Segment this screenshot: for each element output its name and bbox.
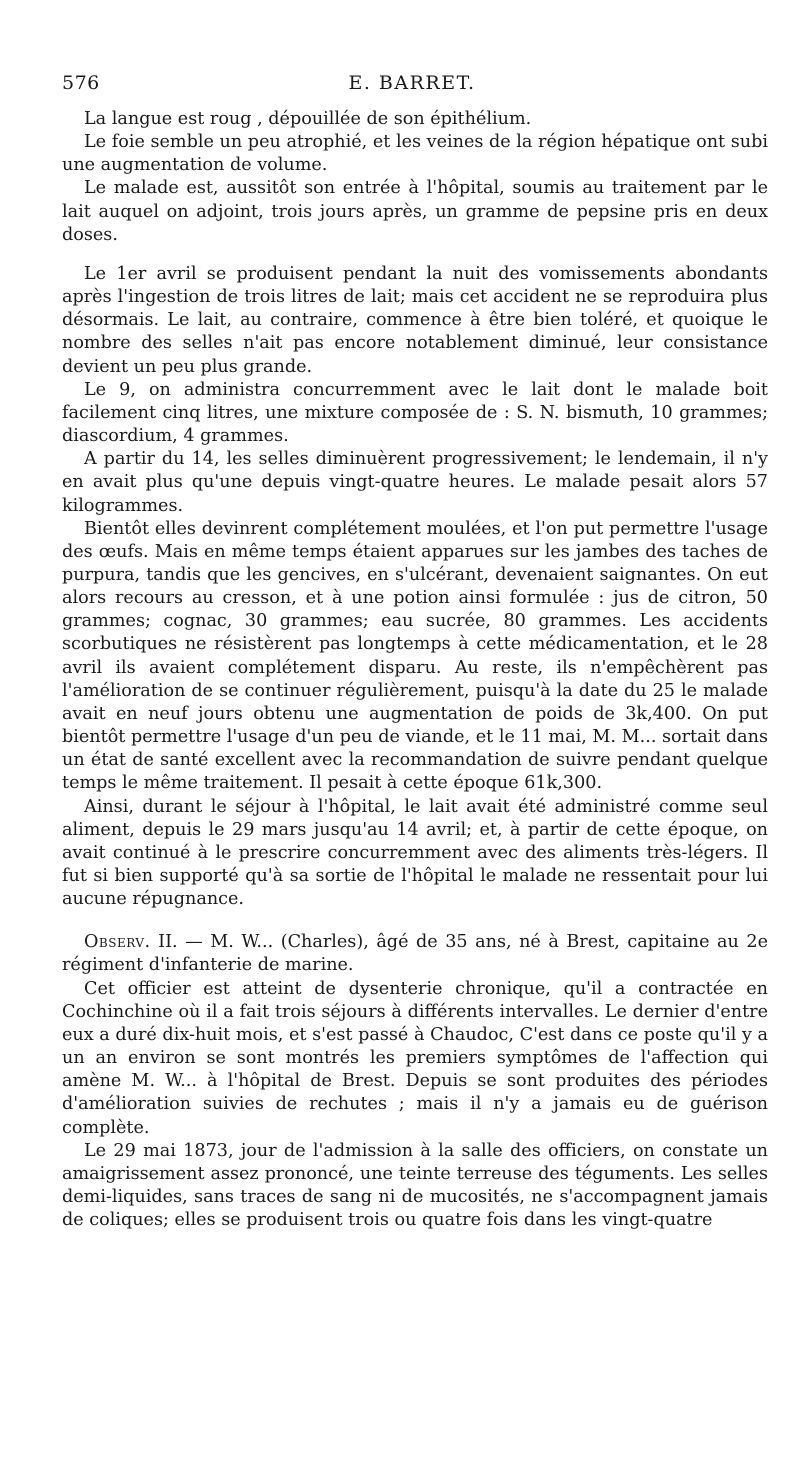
paragraph: Ainsi, durant le séjour à l'hôpital, le lait avait été administré comme seul aliment, depuis le 29 mars jusqu'au 14 avril; et, à partir de cette époque, on avait continué à le prescrire concurremment avec des aliments très-légers. Il fut si bien supporté qu'à sa sortie de l'hôpital le malade ne ressentait pour lui aucune répugnance. [62, 796, 768, 910]
paragraph: Le malade est, aussitôt son entrée à l'hôpital, soumis au traitement par le lait auquel on adjoint, trois jours après, un gramme de pepsine pris en deux doses. [62, 178, 768, 245]
paragraph: La langue est roug , dépouillée de son épithélium. [84, 109, 532, 129]
page-number: 576 [62, 72, 100, 94]
section-gap [62, 911, 768, 931]
observation-heading-text: II. — M. W... (Charles), âgé de 35 ans, né à Brest, capitaine au 2e régiment d'infanterie de marine. [62, 932, 768, 976]
paragraph: A partir du 14, les selles diminuèrent progressivement; le lendemain, il n'y en avait plus qu'une depuis vingt-quatre heures. Le malade pesait alors 57 kilogrammes. [62, 449, 768, 516]
paragraph: Bientôt elles devinrent complétement moulées, et l'on put permettre l'usage des œufs. Mais en même temps étaient apparues sur les jambes des taches de purpura, tandis que les gencives, en s'ulcérant, devenaient saignantes. On eut alors recours au cresson, et à une potion ainsi formulée : jus de citron, 50 grammes; cognac, 30 grammes; eau sucrée, 80 grammes. Les accidents scorbutiques ne résistèrent pas longtemps à cette médicamentation, et le 28 avril ils avaient complétement disparu. Au reste, ils n'empêchèrent pas l'amélioration de se continuer régulièrement, puisqu'à la date du 25 le malade avait en neuf jours obtenu une augmentation de poids de 3k,400. On put bientôt permettre l'usage d'un peu de viande, et le 11 mai, M. M... sortait dans un état de santé excellent avec la recommandation de suivre pendant quelque temps le même traitement. Il pesait à cette époque 61k,300. [62, 518, 768, 794]
paragraph: Le 29 mai 1873, jour de l'admission à la salle des officiers, on constate un amaigrissement assez prononcé, une teinte terreuse des téguments. Les selles demi-liquides, sans traces de sang ni de mucosités, ne s'accompagnent jamais de coliques; elles se produisent trois ou quatre fois dans les vingt-quatre [62, 1140, 768, 1231]
paragraph-gap [62, 247, 768, 263]
paragraph: Le 1er avril se produisent pendant la nuit des vomissements abondants après l'ingestion de trois litres de lait; mais cet accident ne se reproduira plus désormais. Le lait, au contraire, commence à être bien toléré, et quoique le nombre des selles n'ait pas encore notablement diminué, leur consistance devient un peu plus grande. [62, 263, 768, 377]
observation-label: Observ. [84, 932, 151, 953]
paragraph: Cet officier est atteint de dysenterie chronique, qu'il a contractée en Cochinchine où il a fait trois séjours à différents intervalles. Le dernier d'entre eux a duré dix-huit mois, et s'est passé à Chaudoc, C'est dans ce poste qu'il y a un an environ se sont montrés les premiers symptômes de l'affection qui amène M. W... à l'hôpital de Brest. Depuis se sont produites des périodes d'amélioration suivies de rechutes ; mais il n'y a jamais eu de guérison complète. [62, 978, 768, 1138]
page-body [62, 108, 768, 1232]
paragraph: Le 9, on administra concurremment avec le lait dont le malade boit facilement cinq litres, une mixture composée de : S. N. bismuth, 10 grammes; diascordium, 4 grammes. [62, 379, 768, 447]
paragraph: Le foie semble un peu atrophié, et les veines de la région hépatique ont subi une augmentation de volume. [62, 132, 768, 176]
page-header [62, 72, 762, 102]
observation-heading [62, 931, 768, 977]
running-head: E. BARRET. [348, 72, 476, 94]
